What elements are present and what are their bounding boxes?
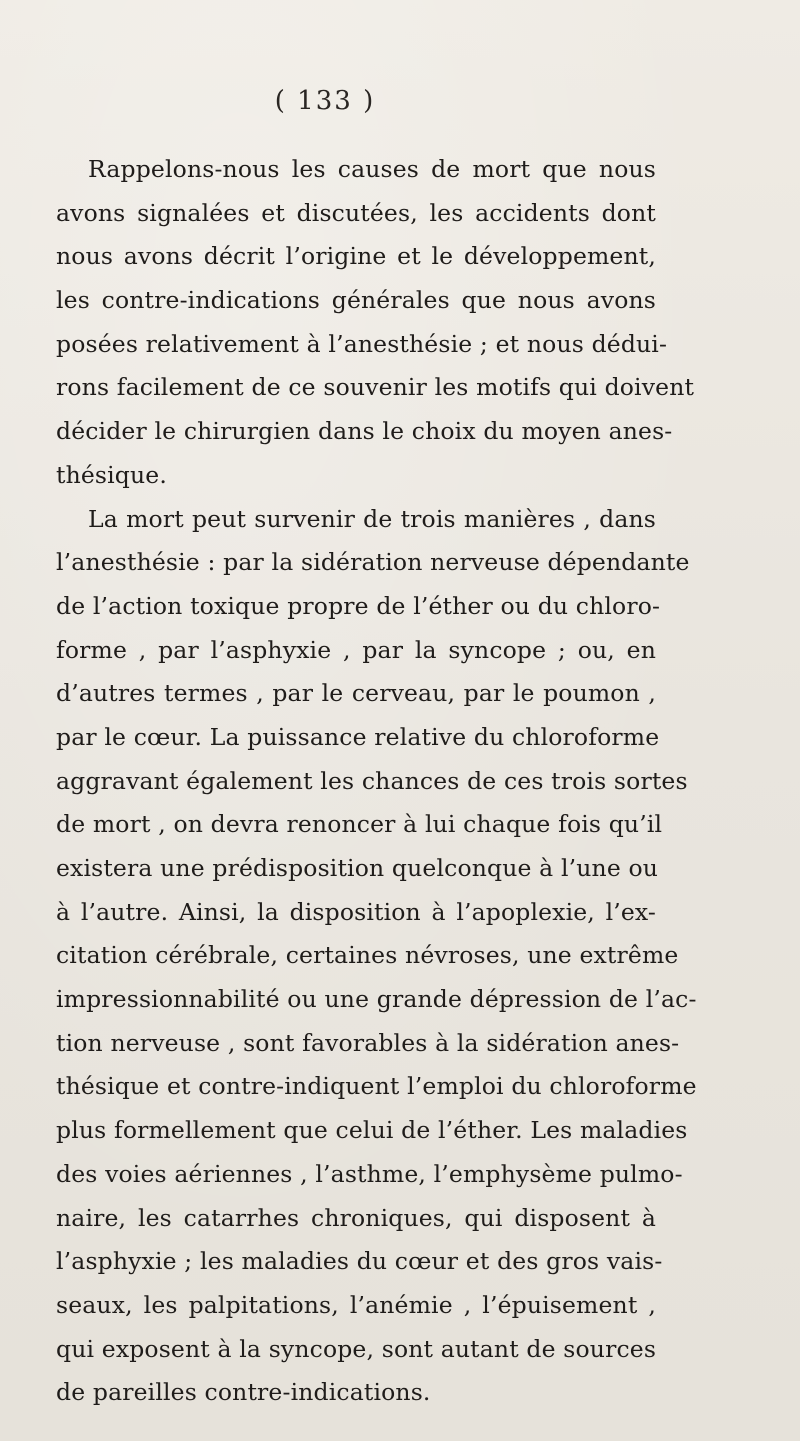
text-line: l’anesthésie : par la sidération nerveuse dépendante [56, 548, 690, 577]
text-line: seaux, les palpitations, l’anémie , l’épuisement , [56, 1290, 656, 1319]
text-line: forme , par l’asphyxie , par la syncope ; ou, en [56, 635, 656, 664]
text-line: des voies aériennes , l’asthme, l’emphysème pulmo- [56, 1159, 683, 1188]
text-line: thésique. [56, 460, 167, 489]
text-line: existera une prédisposition quelconque à l’une ou [56, 854, 659, 882]
page-number: ( 133 ) [274, 86, 376, 116]
body-text [56, 148, 697, 1415]
text-line: d’autres termes , par le cerveau, par le poumon , [56, 679, 656, 708]
text-line: thésique et contre-indiquent l’emploi du chloroforme [56, 1072, 697, 1101]
text-line: impressionnabilité ou une grande dépression de l’ac- [56, 985, 697, 1014]
text-line: tion nerveuse , sont favorables à la sidération anes- [56, 1028, 680, 1057]
text-line: naire, les catarrhes chroniques, qui disposent à [56, 1203, 656, 1232]
text-line: à l’autre. Ainsi, la disposition à l’apoplexie, l’ex- [56, 897, 656, 926]
text-line: plus formellement que celui de l’éther. Les maladies [56, 1116, 688, 1145]
text-line: rons facilement de ce souvenir les motifs qui doivent [56, 373, 695, 402]
text-line: de l’action toxique propre de l’éther ou du chloro- [56, 591, 661, 620]
text-line: Rappelons-nous les causes de mort que nous [88, 155, 656, 183]
text-line: avons signalées et discutées, les accidents dont [56, 198, 656, 227]
text-line: La mort peut survenir de trois manières , dans [88, 504, 656, 533]
text-line: posées relativement à l’anesthésie ; et nous dédui- [56, 329, 668, 358]
text-line: décider le chirurgien dans le choix du moyen anes- [56, 417, 673, 446]
text-line: de mort , on devra renoncer à lui chaque fois qu’il [56, 810, 663, 839]
text-line: citation cérébrale, certaines névroses, une extrême [56, 941, 679, 970]
text-line: aggravant également les chances de ces trois sortes [56, 766, 688, 795]
text-line: l’asphyxie ; les maladies du cœur et des gros vais- [56, 1247, 663, 1276]
text-line: les contre-indications générales que nous avons [56, 286, 656, 315]
text-line: de pareilles contre-indications. [56, 1378, 431, 1407]
text-line: qui exposent à la syncope, sont autant de sources [56, 1334, 657, 1363]
text-line: par le cœur. La puissance relative du chloroforme [56, 722, 660, 751]
text-line: nous avons décrit l’origine et le développement, [56, 242, 656, 271]
